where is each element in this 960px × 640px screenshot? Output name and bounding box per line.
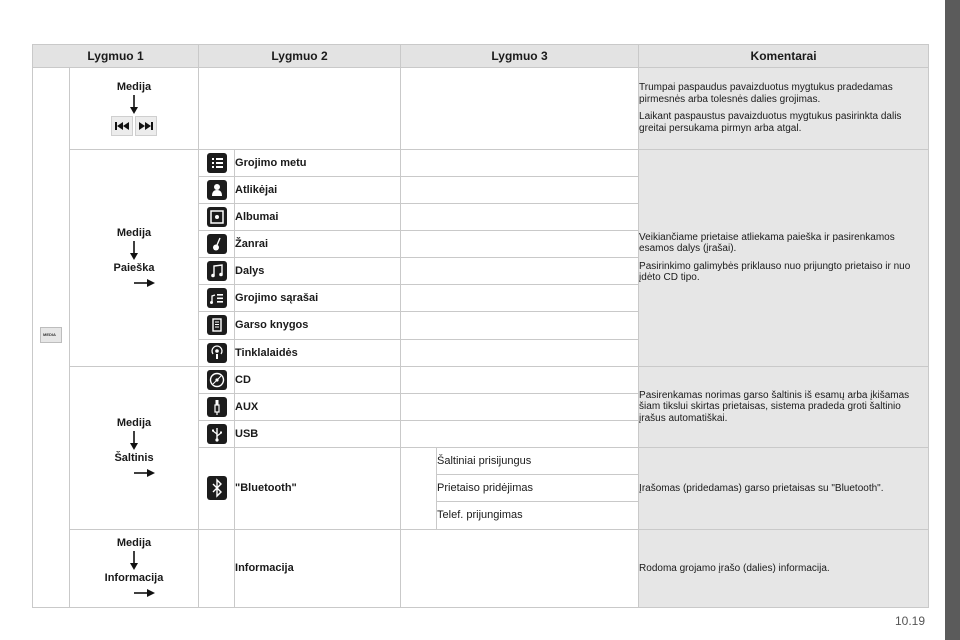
empty-cell — [401, 420, 639, 447]
level2-info-cell — [70, 529, 199, 608]
empty-cell — [401, 258, 639, 285]
empty-cell — [401, 529, 639, 608]
empty-cell — [401, 203, 639, 230]
usb-icon — [207, 424, 227, 444]
submenu-item-label: Prietaiso pridėjimas — [437, 475, 639, 502]
disc-icon — [207, 207, 227, 227]
empty-cell — [401, 339, 639, 366]
comment-text: Trumpai paspaudus pavaizduotus mygtukus pradedamas pirmesnės arba tolesnės dalies grojimas. — [639, 82, 893, 105]
menu-item-label: Tinklalaidės — [235, 339, 401, 366]
music-note-icon — [207, 261, 227, 281]
icon-cell — [199, 339, 235, 366]
level1-cell — [33, 68, 70, 608]
playlist-icon — [207, 288, 227, 308]
icon-cell — [199, 285, 235, 312]
aux-plug-icon — [207, 397, 227, 417]
level2-label: Medija — [116, 537, 152, 550]
empty-cell — [401, 366, 639, 393]
level2-label: Medija — [116, 80, 152, 93]
empty-cell — [401, 149, 639, 176]
icon-cell — [199, 258, 235, 285]
icon-cell — [199, 312, 235, 339]
empty-cell — [401, 68, 639, 149]
comment-media — [639, 68, 929, 149]
skip-previous-icon — [111, 116, 133, 136]
icon-cell — [199, 420, 235, 447]
podcast-icon — [207, 343, 227, 363]
header-comments: Komentarai — [639, 45, 929, 68]
comment-text: Rodoma grojamo įrašo (dalies) informacija. — [639, 562, 830, 574]
submenu-item-label: Telef. prijungimas — [437, 502, 639, 529]
audiobook-icon — [207, 315, 227, 335]
level2-label: Šaltinis — [114, 451, 154, 464]
level2-label: Paieška — [113, 261, 155, 274]
icon-cell — [199, 366, 235, 393]
comment-text: Pasirenkamas norimas garso šaltinis iš esamų arba įkišamas šiam tikslui skirtas prietaisas, sistema pradeda groti šaltinio įrašus automatiškai. — [639, 389, 910, 424]
list-icon — [207, 153, 227, 173]
table-row — [33, 149, 929, 176]
arrow-down-icon — [129, 95, 139, 115]
menu-item-label: Dalys — [235, 258, 401, 285]
level2-search-cell — [70, 149, 199, 366]
empty-cell — [199, 68, 401, 149]
arrow-right-icon — [134, 277, 156, 289]
level2-source-cell — [70, 366, 199, 529]
menu-table — [32, 44, 929, 608]
table-row — [33, 529, 929, 608]
guitar-icon — [207, 234, 227, 254]
page-number: 10.19 — [895, 614, 926, 628]
menu-item-label: Informacija — [235, 529, 401, 608]
empty-cell — [401, 176, 639, 203]
icon-cell — [199, 176, 235, 203]
arrow-right-icon — [134, 467, 156, 479]
empty-cell — [401, 393, 639, 420]
menu-item-label: Garso knygos — [235, 312, 401, 339]
icon-cell — [199, 149, 235, 176]
page-edge-bar — [945, 0, 960, 640]
media-button-icon: MEDIA — [40, 327, 62, 343]
icon-cell — [199, 203, 235, 230]
menu-item-label: "Bluetooth" — [235, 448, 401, 529]
person-icon — [207, 180, 227, 200]
arrow-right-icon — [134, 587, 156, 599]
level2-media-cell — [70, 68, 199, 149]
header-row — [33, 45, 929, 68]
header-level3: Lygmuo 3 — [401, 45, 639, 68]
menu-item-label: Albumai — [235, 203, 401, 230]
arrow-down-icon — [129, 241, 139, 261]
level2-label: Informacija — [104, 572, 164, 585]
menu-item-label: CD — [235, 366, 401, 393]
comment-search — [639, 149, 929, 366]
comment-bluetooth — [639, 448, 929, 529]
icon-cell — [199, 393, 235, 420]
comment-info — [639, 529, 929, 608]
skip-next-icon — [135, 116, 157, 136]
table-row — [33, 68, 929, 149]
comment-text: Pasirinkimo galimybės priklauso nuo prijungto prietaiso ir nuo įdėto CD tipo. — [639, 260, 911, 284]
empty-cell — [401, 448, 437, 529]
arrow-down-icon — [129, 551, 139, 571]
table-row — [33, 366, 929, 393]
menu-item-label: AUX — [235, 393, 401, 420]
level2-label: Medija — [116, 416, 152, 429]
menu-item-label: Grojimo sąrašai — [235, 285, 401, 312]
submenu-item-label: Šaltiniai prisijungus — [437, 448, 639, 475]
header-level2: Lygmuo 2 — [199, 45, 401, 68]
comment-text: Laikant paspaustus pavaizduotus mygtukus pasirinkta dalis greitai persukama pirmyn arba atgal. — [639, 111, 902, 134]
cd-icon — [207, 370, 227, 390]
arrow-down-icon — [129, 431, 139, 451]
header-level1: Lygmuo 1 — [33, 45, 199, 68]
comment-text: Įrašomas (pridedamas) garso prietaisas su "Bluetooth". — [639, 482, 884, 494]
menu-item-label: USB — [235, 420, 401, 447]
comment-text: Veikiančiame prietaise atliekama paieška ir pasirenkamos esamos dalys (įrašai). — [639, 231, 895, 255]
empty-cell — [401, 285, 639, 312]
icon-cell — [199, 448, 235, 529]
icon-cell — [199, 230, 235, 257]
empty-cell — [401, 230, 639, 257]
empty-cell — [199, 529, 235, 608]
menu-item-label: Grojimo metu — [235, 149, 401, 176]
level2-label: Medija — [116, 226, 152, 239]
comment-source — [639, 366, 929, 447]
bluetooth-icon — [207, 476, 227, 500]
menu-item-label: Atlikėjai — [235, 176, 401, 203]
menu-item-label: Žanrai — [235, 230, 401, 257]
empty-cell — [401, 312, 639, 339]
